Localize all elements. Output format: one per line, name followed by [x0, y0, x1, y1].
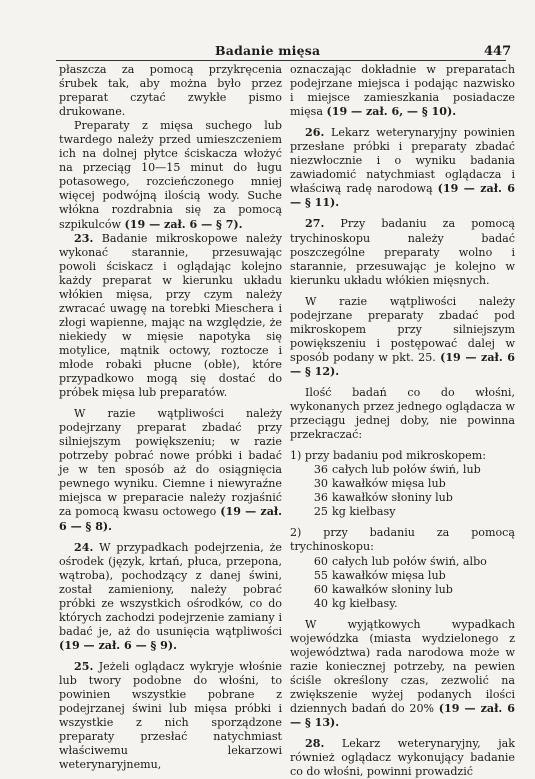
- list-item: 60 kawałków słoniny lub: [313, 582, 453, 596]
- section-number: 23.: [74, 231, 94, 245]
- paragraph-text: Badanie mikroskopowe należy wykonać starannie, przesuwając powoli ściskacz i oglądając kolejno każdy preparat w kierunku układu włókien mięsa, przy czym należy zwracać uwagę na torebki Mieschera i złogi wapienne, mając na względzie, że niekiedy w mięsie napotyka się motylice, mątnik octowy, roztocze i młode robaki płucne (obłe), które przypadkowo mogą się dostać do próbek mięsa lub preparatów.: [59, 231, 282, 400]
- list-item: 36 całych lub połów świń, lub: [313, 463, 481, 477]
- legal-reference: (19 — zał. 6 — § 8).: [59, 505, 283, 533]
- list-item: 60 całych lub połów świń, albo: [313, 554, 487, 568]
- paragraph: [59, 407, 282, 533]
- paragraph-text: W wyjątkowych wypadkach wojewódzka (miasta wydzielonego z województwa) rada narodowa może w razie koniecznej potrzeby, na pewien ściśle określony czas, zezwolić na zwiększenie wyżej podanych ilości dziennych badań do 20%: [290, 617, 515, 715]
- list-item: 55 kawałków mięsa lub: [313, 568, 446, 582]
- legal-reference: (19 — zał. 6 — § 7).: [124, 217, 243, 231]
- header-rule: [56, 60, 506, 61]
- page-number: 447: [484, 44, 512, 59]
- running-header-title: Badanie mięsa: [215, 43, 321, 58]
- paragraph: [59, 541, 282, 653]
- paragraph: [290, 63, 515, 119]
- section-number: 26.: [305, 126, 325, 140]
- paragraph-text: oznaczając dokładnie w preparatach podejrzane miejsca i podając nazwisko i miejsce zamieszkania posiadacze mięsa: [290, 63, 515, 119]
- paragraph-text: Przy badaniu za pomocą trychinoskopu należy badać poszczególne preparaty wolno i starannie, przesuwając je kolejno w kierunku układu włókien mięsnych.: [290, 217, 516, 287]
- list-item: 36 kawałków słoniny lub: [313, 491, 453, 505]
- legal-reference: (19 — zał. 6 — § 12).: [290, 350, 515, 378]
- left-column: [59, 63, 282, 772]
- section-number: 24.: [74, 540, 94, 554]
- list-item: 25 kg kiełbasy: [313, 505, 396, 519]
- paragraph: [59, 232, 282, 401]
- list-intro: 2) przy badaniu za pomocą trychinoskopu:: [290, 526, 515, 554]
- quantity-list-microscope: [290, 463, 515, 519]
- paragraph-text: Preparaty z mięsa suchego lub twardego należy przed umieszczeniem ich na dolnej płytce ściskacza włożyć na przeciąg 10—15 minut do ługu potasowego, rozcieńczonego mniej więcej podwójną ilością wody. Suche włókna rozdrabnia się za pomocą szpikulców: [59, 119, 282, 231]
- paragraph-text: W razie wątpliwości należy podejrzane preparaty zbadać pod mikroskopem przy silniejszym powiększeniu i postępować dalej w sposób podany w pkt. 25.: [290, 294, 515, 364]
- paragraph: [290, 295, 515, 379]
- legal-reference: (19 — zał. 6 — § 13).: [290, 701, 515, 730]
- list-item: 40 kg kiełbasy.: [313, 596, 398, 610]
- paragraph-text: W razie wątpliwości należy podejrzany preparat zbadać przy silniejszym powiększeniu; w razie potrzeby pobrać nowe próbki i badać je w ten sposób aż do osiągnięcia pewnego wyniku. Ciemne i niewyraźne miejsca w preparacie należy rozjaśnić za pomocą kwasu octowego: [59, 407, 282, 519]
- paragraph-text: Lekarz weterynaryjny powinien przesłane próbki i preparaty zbadać niezwłocznie i o wyniku badania zawiadomić natychmiast oglądacza i właściwą radę narodową: [290, 126, 515, 196]
- paragraph-text: Lekarz weterynaryjny, jak również oglądacz wykonujący badanie co do włośni, powinni prowadzić: [290, 737, 516, 779]
- paragraph: Ilość badań co do włośni, wykonanych przez jednego oglądacza w przeciągu jednej doby, nie powinna przekraczać:: [290, 385, 515, 442]
- list-intro: 1) przy badaniu pod mikroskopem:: [290, 449, 486, 463]
- paragraph-text: W przypadkach podejrzenia, że ośrodek (język, krtań, płuca, przepona, wątroba), pochodzący z danej świni, został zamieniony, należy pobrać próbki ze wszystkich ośrodków, co do których zachodzi podejrzenie zamiany i badać je, aż do usunięcia wątpliwości: [59, 540, 282, 638]
- paragraph: [290, 126, 515, 210]
- quantity-list-trichinoscope: [290, 555, 515, 611]
- section-number: 25.: [74, 659, 94, 673]
- right-column: [290, 63, 515, 779]
- paragraph: [290, 737, 515, 779]
- section-number: 28.: [305, 737, 325, 751]
- legal-reference: (19 — zał. 6 — § 9).: [59, 638, 178, 652]
- paragraph: płaszcza za pomocą przykręcenia śrubek tak, aby można było przez preparat czytać zwykłe pismo drukowane.: [59, 63, 282, 119]
- paragraph: [290, 217, 515, 287]
- section-number: 27.: [305, 217, 325, 231]
- legal-reference: (19 — zał. 6, — § 10).: [326, 105, 457, 119]
- paragraph: [290, 618, 515, 730]
- paragraph: [59, 660, 282, 772]
- paragraph: [59, 119, 282, 231]
- list-item: 30 kawałków mięsa lub: [313, 477, 446, 491]
- legal-reference: (19 — zał. 6 — § 11).: [290, 182, 515, 210]
- paragraph-text: Jeżeli oglądacz wykryje włośnie lub twory podobne do włośni, to powinien wszystkie pobrane z podejrzanej świni lub mięsa próbki i wszystkie z nich sporządzone preparaty przesłać natychmiast właściwemu lekarzowi weterynaryjnemu,: [59, 659, 282, 772]
